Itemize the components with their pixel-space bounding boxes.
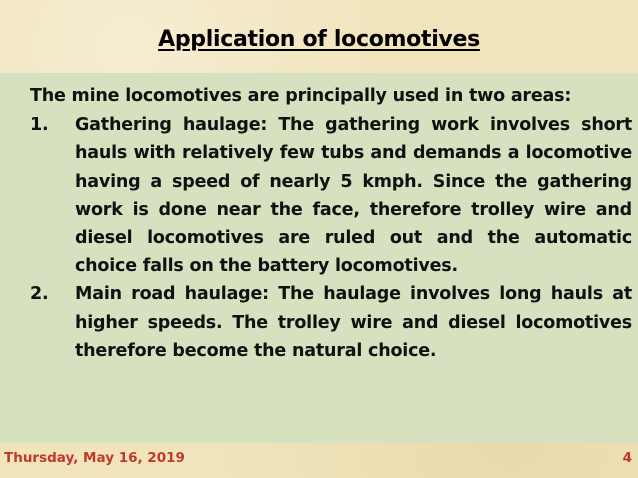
list-item [30,111,632,280]
slide-body [30,82,632,365]
intro-text: The mine locomotives are principally used in two areas: [30,86,572,106]
page-number: 4 [622,450,632,466]
list-item-text: Main road haulage: The haulage involves long hauls at higher speeds. The trolley wire and diesel locomotives therefore become the natural choice. [75,284,632,361]
footer [0,443,638,478]
list-item-number: 1. [30,115,49,136]
footer-date: Thursday, May 16, 2019 [4,450,185,466]
title-band [0,0,638,73]
slide-title: Application of locomotives [158,27,480,52]
list-item-text: Gathering haulage: The gathering work involves short hauls with relatively few tubs and demands a locomotive having a speed of nearly 5 kmph. Since the gathering work is done near the face, therefore trolley wire and diesel locomotives are ruled out and the automatic choice falls on the battery locomotives. [75,115,632,277]
list-item-number: 2. [30,284,49,305]
list-item [30,280,632,365]
